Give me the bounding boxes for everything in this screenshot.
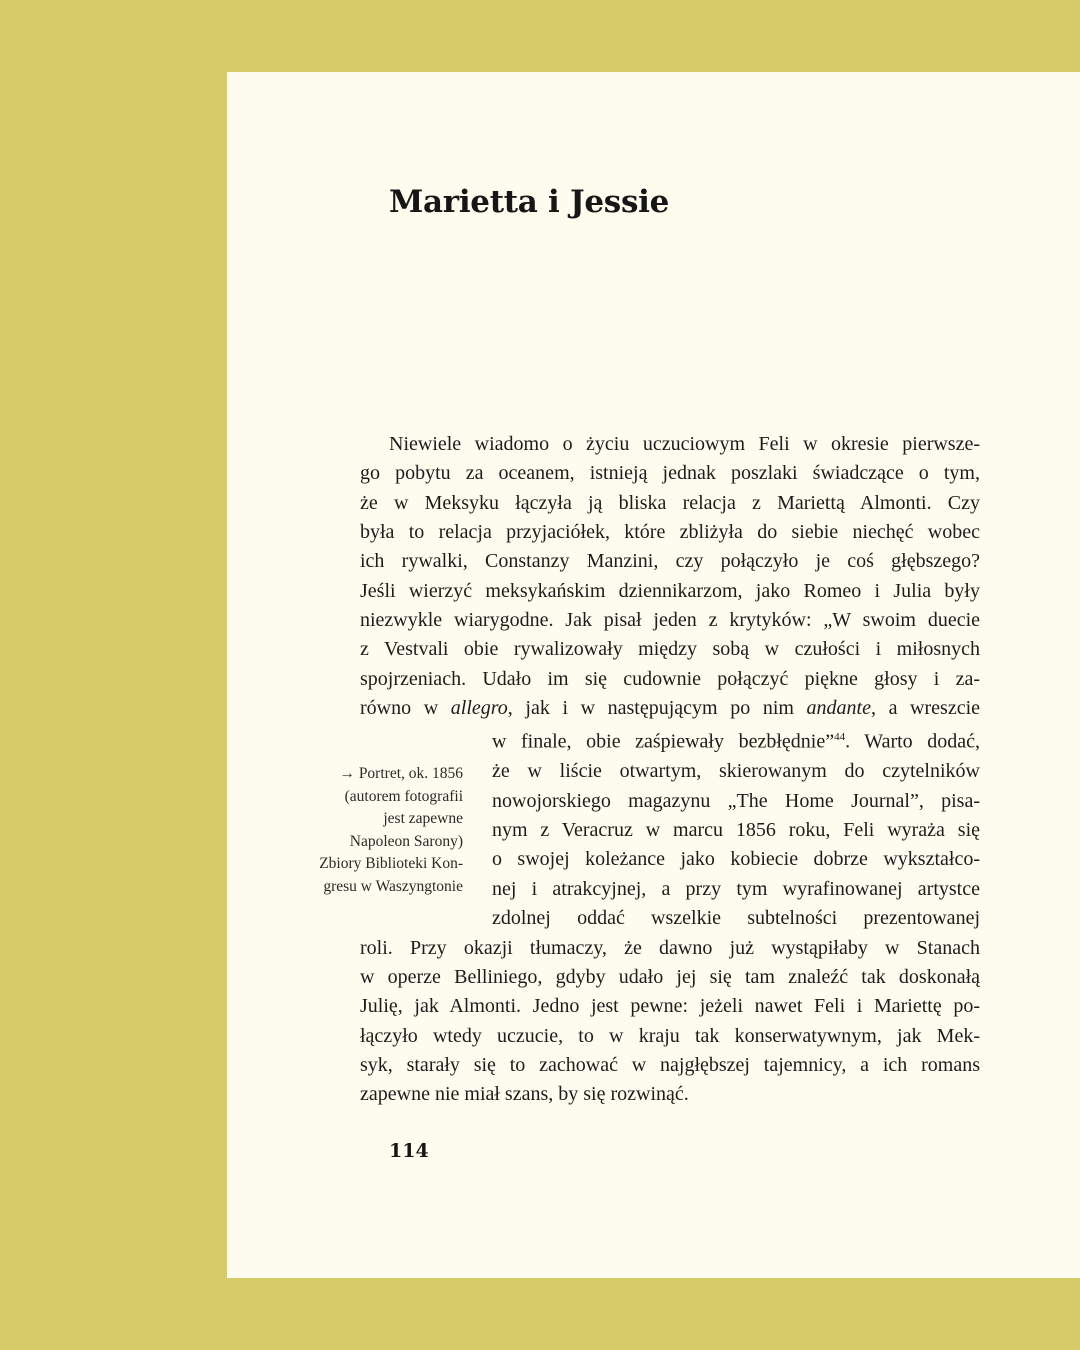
paragraph-line: ich rywalki, Constanzy Manzini, czy połączyło je coś głębszego? — [360, 550, 980, 573]
music-term: andante — [806, 697, 871, 720]
paragraph-line: spojrzeniach. Udało im się cudownie połączyć piękne głosy i za- — [360, 667, 980, 690]
paragraph-line — [360, 694, 980, 723]
paragraph-line: że w Meksyku łączyła ją bliska relacja z Mariettą Almonti. Czy — [360, 491, 980, 514]
caption-line: jest zapewne — [383, 810, 463, 827]
line-text: w finale, obie zaśpiewały bezbłędnie” — [492, 731, 835, 754]
paragraph-line: syk, starały się to zachować w najgłębszej tajemnicy, a ich romans — [360, 1053, 980, 1076]
paragraph-line — [360, 723, 980, 757]
paragraph-line: w operze Belliniego, gdyby udało jej się tam znaleźć tak doskonałą — [360, 965, 980, 988]
paragraph-line: nym z Veracruz w marcu 1856 roku, Feli wyraża się — [492, 819, 980, 842]
paragraph-line: była to relacja przyjaciółek, które zbliżyła do siebie niechęć wobec — [360, 521, 980, 544]
caption-line: Napoleon Sarony) — [349, 832, 463, 850]
paragraph-line: łączyło wtedy uczucie, to w kraju tak konserwatywnym, jak Mek- — [360, 1024, 980, 1047]
paragraph-line: o swojej koleżance jako kobiecie dobrze wykształco- — [492, 848, 980, 871]
paragraph-last-line: zapewne nie miał szans, by się rozwinąć. — [360, 1083, 689, 1106]
line-text: . Warto dodać, — [845, 731, 981, 754]
music-term: allegro — [450, 697, 508, 720]
line-text: , jak i w następującym po nim — [507, 697, 807, 720]
paragraph-line: że w liście otwartym, skierowanym do czytelników — [492, 760, 980, 783]
paragraph-line: Julię, jak Almonti. Jedno jest pewne: jeżeli nawet Feli i Mariettę po- — [360, 995, 980, 1018]
paragraph-line: nej i atrakcyjnej, a przy tym wyrafinowanej artystce — [492, 877, 980, 900]
paragraph-line: z Vestvali obie rywalizowały między sobą w czułości i miłosnych — [360, 638, 980, 661]
book-page — [227, 72, 1080, 1278]
footnote-ref[interactable]: 44 — [834, 731, 846, 744]
caption-line: Zbiory Biblioteki Kon- — [319, 855, 463, 872]
caption-line: → Portret, ok. 1856 — [339, 765, 463, 782]
line-text: równo w — [360, 697, 451, 720]
image-caption — [267, 763, 463, 898]
caption-line: gresu w Waszyngtonie — [323, 877, 463, 895]
paragraph-line: nowojorskiego magazynu „The Home Journal”, pisa- — [492, 789, 980, 812]
paragraph-line: go pobytu za oceanem, istnieją jednak poszlaki świadczące o tym, — [360, 462, 980, 485]
paragraph-line: niezwykle wiarygodne. Jak pisał jeden z krytyków: „W swoim duecie — [360, 609, 980, 632]
paragraph-line: zdolnej oddać wszelkie subtelności prezentowanej — [492, 907, 980, 930]
paragraph-line: Jeśli wierzyć meksykańskim dziennikarzom, jako Romeo i Julia były — [360, 579, 980, 602]
caption-line: (autorem fotografii — [344, 787, 463, 805]
chapter-title: Marietta i Jessie — [389, 184, 670, 220]
paragraph-line: roli. Przy okazji tłumaczy, że dawno już wystąpiłaby w Stanach — [360, 936, 980, 959]
line-text: , a wreszcie — [870, 697, 981, 720]
page-number: 114 — [389, 1140, 429, 1162]
paragraph-line: Niewiele wiadomo o życiu uczuciowym Feli w okresie pierwsze- — [389, 433, 980, 455]
